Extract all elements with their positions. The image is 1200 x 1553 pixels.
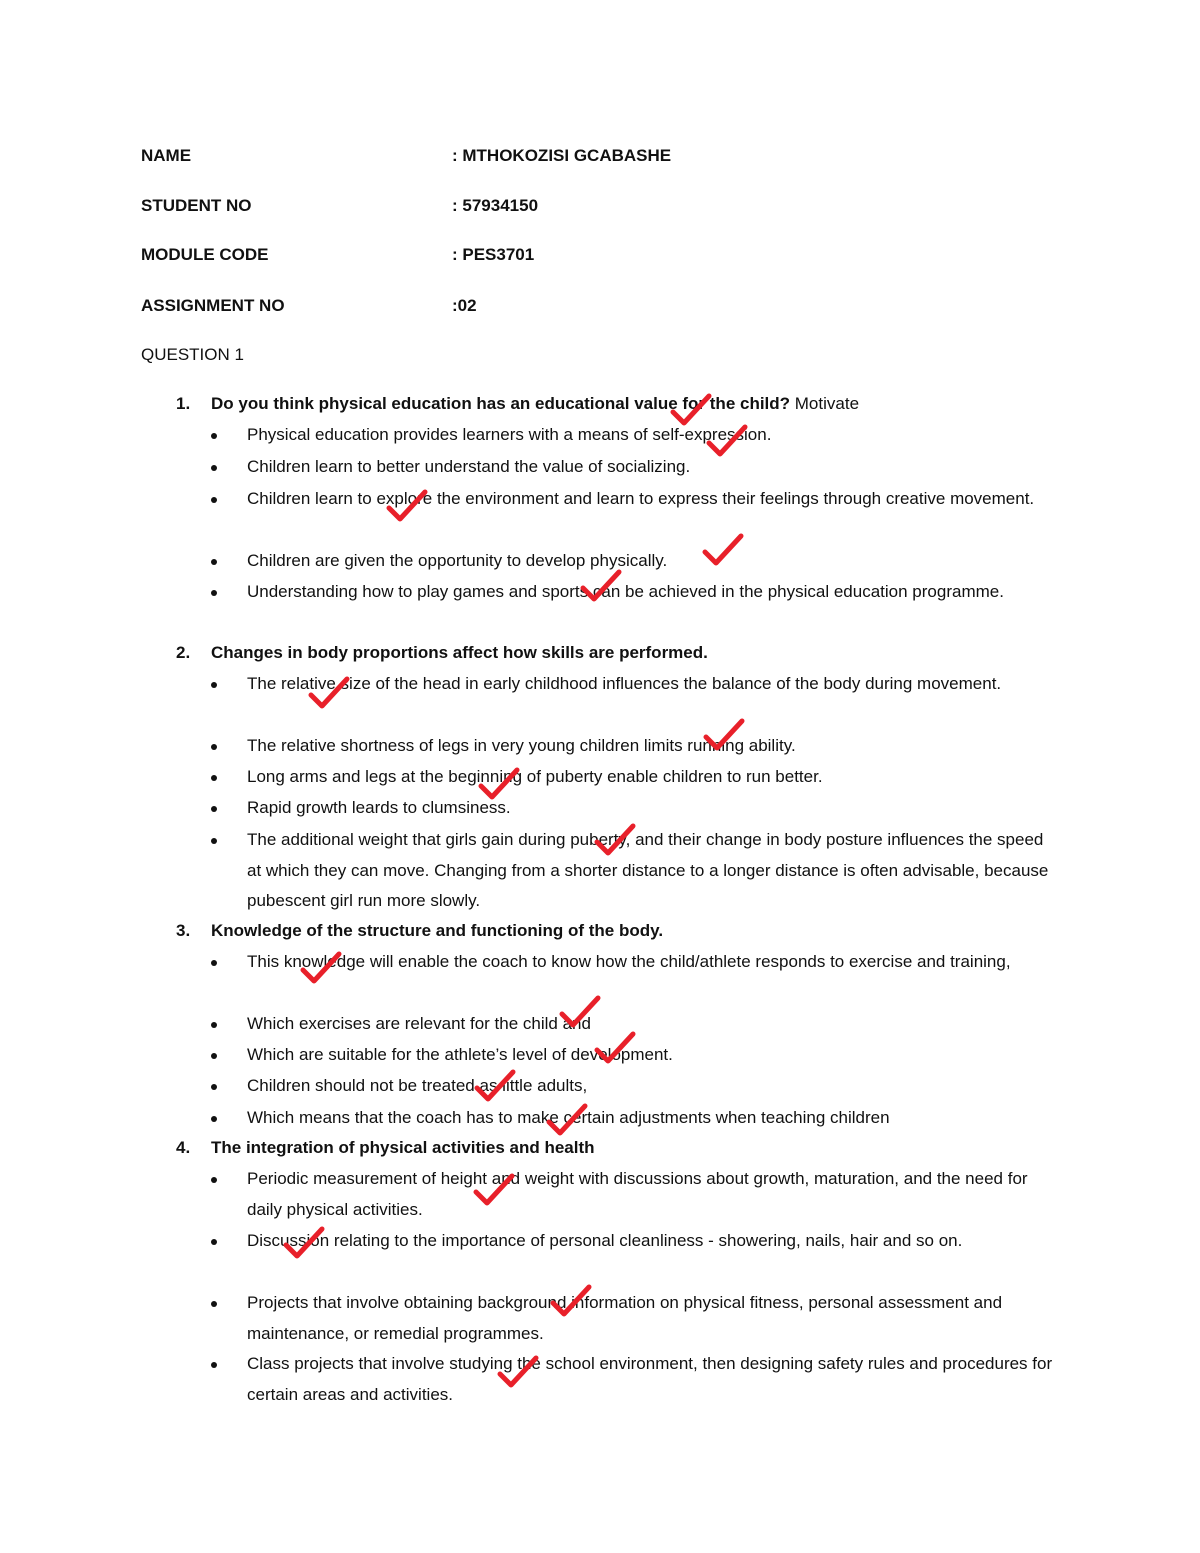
list-item	[211, 762, 1061, 793]
question-4-title	[176, 1135, 595, 1161]
list-item	[211, 1349, 1061, 1410]
bullet-dot	[211, 682, 217, 688]
bullet-text: Class projects that involve studying the school environment, then designing safety rules and procedures for certain areas and activities.	[247, 1354, 1053, 1404]
bullet-text: Projects that involve obtaining background information on physical fitness, personal assessment and maintenance, or remedial programmes.	[247, 1293, 1003, 1343]
list-item	[211, 577, 1061, 608]
checkmark-icon	[473, 1172, 515, 1208]
list-item	[211, 793, 1061, 824]
student-no-value: : 57934150	[452, 196, 539, 215]
checkmark-icon	[594, 1030, 636, 1066]
bullet-dot	[211, 744, 217, 750]
bullet-text: The additional weight that girls gain during puberty, and their change in body posture influences the speed at which they can move. Changing from a shorter distance to a longer distance is often advisable, because pubescent girl run more slowly.	[247, 830, 1049, 910]
list-item	[211, 1288, 1061, 1349]
bullet-dot	[211, 433, 217, 439]
list-item	[211, 825, 1061, 917]
bullet-text: Which exercises are relevant for the child and	[247, 1014, 591, 1033]
checkmark-icon	[550, 1283, 592, 1319]
bullet-text: Rapid growth leards to clumsiness.	[247, 798, 511, 817]
checkmark-icon	[546, 1102, 588, 1138]
bullet-text: Physical education provides learners with a means of self-expression.	[247, 425, 772, 444]
checkmark-icon	[308, 675, 350, 711]
header-module-code-row	[141, 242, 1041, 268]
list-item	[211, 1040, 1061, 1071]
list-item	[211, 420, 1061, 451]
checkmark-icon	[702, 532, 744, 568]
list-item	[211, 1164, 1061, 1225]
bullet-dot	[211, 1177, 217, 1183]
question-number: 4.	[176, 1138, 191, 1157]
bullet-text: Children learn to better understand the value of socializing.	[247, 457, 691, 476]
header-assignment-no-row	[141, 293, 1041, 319]
checkmark-icon	[283, 1225, 325, 1261]
bullet-dot	[211, 465, 217, 471]
bullet-dot	[211, 838, 217, 844]
question-number: 2.	[176, 643, 191, 662]
checkmark-icon	[386, 488, 428, 524]
bullet-text: Long arms and legs at the beginning of puberty enable children to run better.	[247, 767, 823, 786]
checkmark-icon	[594, 822, 636, 858]
checkmark-icon	[580, 568, 622, 604]
bullet-dot	[211, 775, 217, 781]
checkmark-icon	[559, 994, 601, 1030]
name-label: NAME	[141, 146, 192, 165]
list-item	[211, 1226, 1061, 1257]
bullet-dot	[211, 1022, 217, 1028]
assignment-no-label: ASSIGNMENT NO	[141, 296, 285, 315]
question-number: 1.	[176, 394, 191, 413]
question-text: Changes in body proportions affect how skills are performed.	[211, 643, 708, 662]
list-item	[211, 484, 1061, 515]
question-number: 3.	[176, 921, 191, 940]
bullet-text: Children should not be treated as little adults,	[247, 1076, 588, 1095]
question-heading: QUESTION 1	[141, 345, 244, 364]
bullet-dot	[211, 960, 217, 966]
module-code-value: : PES3701	[452, 245, 535, 264]
bullet-dot	[211, 1362, 217, 1368]
question-2-title	[176, 640, 708, 666]
bullet-dot	[211, 1116, 217, 1122]
bullet-text: Discussion relating to the importance of personal cleanliness - showering, nails, hair and so on.	[247, 1231, 963, 1250]
list-item	[211, 452, 1061, 483]
question-1-title	[176, 391, 859, 417]
checkmark-icon	[703, 717, 745, 753]
bullet-text: The relative shortness of legs in very young children limits running ability.	[247, 736, 796, 755]
bullet-dot	[211, 1053, 217, 1059]
bullet-text: Which means that the coach has to make certain adjustments when teaching children	[247, 1108, 890, 1127]
checkmark-icon	[478, 766, 520, 802]
bullet-dot	[211, 806, 217, 812]
question-text: Do you think physical education has an educational value for the child?	[211, 394, 791, 413]
bullet-text: The relative size of the head in early childhood influences the balance of the body during movement.	[247, 674, 1002, 693]
question-suffix: Motivate	[790, 394, 860, 413]
bullet-text: Periodic measurement of height and weight with discussions about growth, maturation, and the need for daily physical activities.	[247, 1169, 1028, 1219]
student-no-label: STUDENT NO	[141, 196, 252, 215]
module-code-label: MODULE CODE	[141, 245, 269, 264]
list-item	[211, 1009, 1061, 1040]
bullet-text: Children learn to explore the environment and learn to express their feelings through creative movement.	[247, 489, 1035, 508]
list-item	[211, 1103, 1061, 1134]
name-value: : MTHOKOZISI GCABASHE	[452, 146, 672, 165]
header-student-no-row	[141, 193, 1041, 219]
checkmark-icon	[474, 1068, 516, 1104]
bullet-dot	[211, 497, 217, 503]
assignment-no-value: :02	[452, 296, 477, 315]
bullet-dot	[211, 559, 217, 565]
question-text: The integration of physical activities and health	[211, 1138, 595, 1157]
bullet-dot	[211, 590, 217, 596]
checkmark-icon	[706, 423, 748, 459]
question-text: Knowledge of the structure and functioning of the body.	[211, 921, 664, 940]
checkmark-icon	[300, 950, 342, 986]
bullet-dot	[211, 1084, 217, 1090]
list-item	[211, 546, 1061, 577]
question-3-title	[176, 918, 663, 944]
bullet-dot	[211, 1239, 217, 1245]
bullet-dot	[211, 1301, 217, 1307]
list-item	[211, 731, 1061, 762]
checkmark-icon	[497, 1354, 539, 1390]
bullet-text: Children are given the opportunity to develop physically.	[247, 551, 668, 570]
header-name-row	[141, 143, 1041, 169]
bullet-text: This knowledge will enable the coach to know how the child/athlete responds to exercise and training,	[247, 952, 1011, 971]
bullet-text: Understanding how to play games and sports can be achieved in the physical education programme.	[247, 582, 1004, 601]
bullet-text: Which are suitable for the athlete’s level of development.	[247, 1045, 673, 1064]
list-item	[211, 1071, 1061, 1102]
